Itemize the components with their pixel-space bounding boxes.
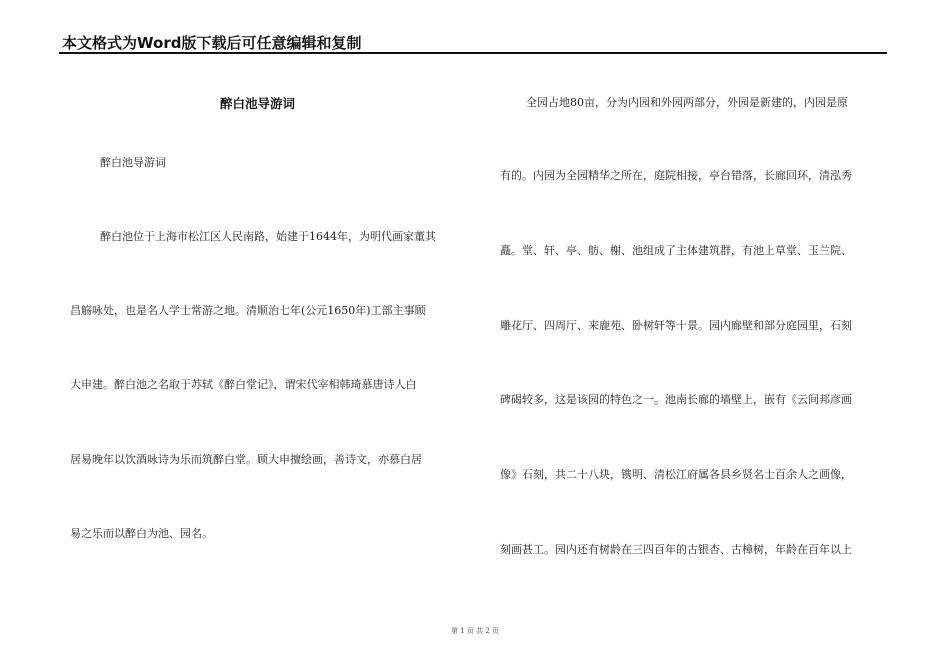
right-line-3: 矗。堂、轩、亭、舫、榭、池组成了主体建筑群，有池上草堂、玉兰院、 <box>500 244 852 257</box>
right-line-2: 有的。内园为全园精华之所在，庭院相接，亭台错落，长廊回环，清泓秀 <box>500 169 852 182</box>
left-line-3: 昌觞咏处，也是名人学士常游之地。清顺治七年(公元1650年)工部主事顾 <box>70 304 426 317</box>
header-divider <box>59 52 887 54</box>
document-title: 醉白池导游词 <box>220 96 296 111</box>
left-line-1: 醉白池导游词 <box>100 156 166 169</box>
right-line-7: 刻画甚工。园内还有树龄在三四百年的古银杏、古樟树，年龄在百年以上 <box>500 543 852 556</box>
left-line-6: 易之乐而以醉白为池、园名。 <box>70 527 213 540</box>
right-line-1: 全园占地80亩，分为内园和外园两部分，外园是新建的，内园是原 <box>526 96 848 109</box>
left-line-2: 醉白池位于上海市松江区人民南路，始建于1644年，为明代画家董其 <box>100 230 436 243</box>
right-line-5: 碑碣较多，这是该园的特色之一。池南长廊的墙壁上，嵌有《云间邦彦画 <box>500 393 852 406</box>
page-footer: 第 1 页 共 2 页 <box>450 627 500 635</box>
header-title: 本文格式为Word版下载后可任意编辑和复制 <box>62 34 362 52</box>
left-line-5: 居易晚年以饮酒咏诗为乐而筑醉白堂。顾大申擅绘画，善诗文，亦慕白居 <box>70 453 422 466</box>
right-line-4: 雕花厅、四周厅、来鹿苑、卧树轩等十景。园内廊壁和部分庭园里，石刻 <box>500 319 852 332</box>
right-line-6: 像》石刻，共二十八块，镌明、清松江府属各县乡贤名士百余人之画像， <box>500 468 852 481</box>
left-line-4: 大申建。醉白池之名取于苏轼《醉白堂记》，谓宋代宰相韩琦慕唐诗人白 <box>70 378 417 391</box>
